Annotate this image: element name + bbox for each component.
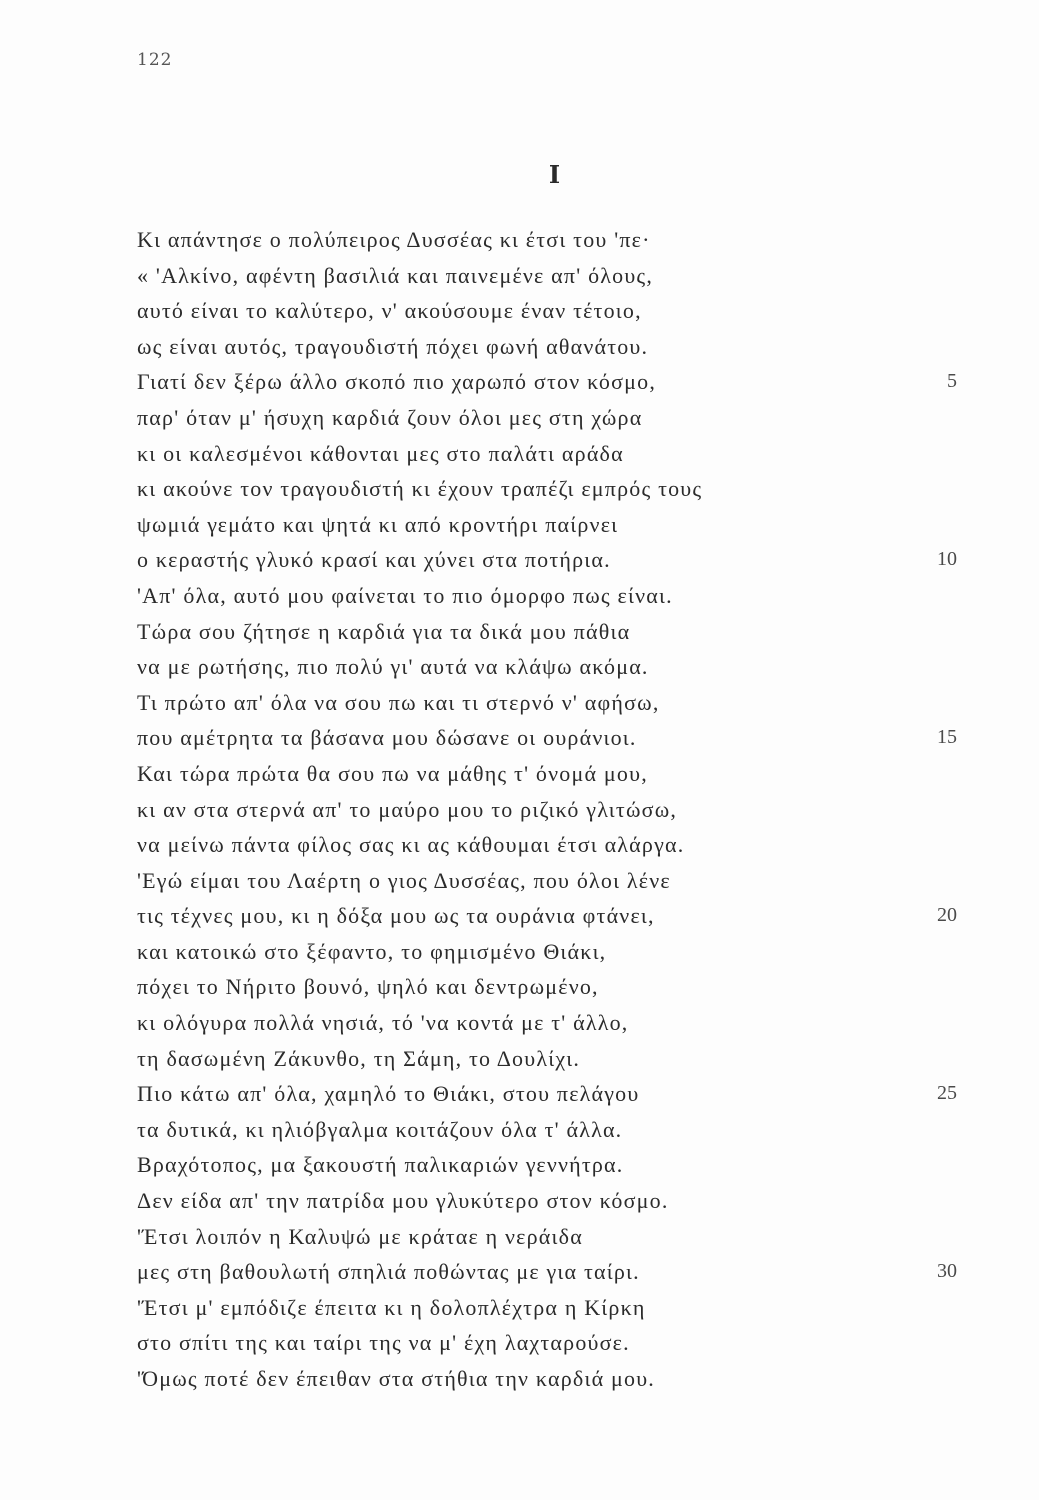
verse-text: Γιατί δεν ξέρω άλλο σκοπό πιο χαρωπό στον κόσμο, bbox=[137, 369, 657, 395]
verse-line bbox=[137, 578, 957, 614]
verse-text: παρ' όταν μ' ήσυχη καρδιά ζουν όλοι μες στη χώρα bbox=[137, 404, 643, 430]
page-number: 122 bbox=[137, 50, 173, 70]
verse-text: Πιο κάτω απ' όλα, χαμηλό το Θιάκι, στου πελάγου bbox=[137, 1081, 640, 1107]
verse-line bbox=[137, 258, 957, 294]
verse-text: Τώρα σου ζήτησε η καρδιά για τα δικά μου πάθια bbox=[137, 618, 631, 644]
verse-line bbox=[137, 1254, 957, 1290]
verse-text: κι ολόγυρα πολλά νησιά, τό 'να κοντά με τ' άλλο, bbox=[137, 1010, 629, 1036]
line-number: 15 bbox=[937, 726, 957, 749]
verse-line bbox=[137, 293, 957, 329]
verse-text: να με ρωτήσης, πιο πολύ γι' αυτά να κλάψω ακόμα. bbox=[137, 654, 649, 680]
verse-line bbox=[137, 898, 957, 934]
verse-text: να μείνω πάντα φίλος σας κι ας κάθουμαι έτσι αλάργα. bbox=[137, 832, 685, 858]
line-number: 5 bbox=[947, 370, 957, 393]
verse-line bbox=[137, 720, 957, 756]
verse-line bbox=[137, 542, 957, 578]
verse-text: 'Έτσι μ' εμπόδιζε έπειτα κι η δολοπλέχτρα η Κίρκη bbox=[137, 1294, 646, 1320]
verse-text: Κι απάντησε ο πολύπειρος Δυσσέας κι έτσι του 'πε· bbox=[137, 227, 651, 252]
verse-text: 'Εγώ είμαι του Λαέρτη ο γιος Δυσσέας, που όλοι λένε bbox=[137, 867, 671, 893]
verse-text: Δεν είδα απ' την πατρίδα μου γλυκύτερο στον κόσμο. bbox=[137, 1188, 669, 1214]
verse-text: και κατοικώ στο ξέφαντο, το φημισμένο Θιάκι, bbox=[137, 938, 607, 964]
verse-line bbox=[137, 1183, 957, 1219]
verse-line bbox=[137, 649, 957, 685]
verse-text: τη δασωμένη Ζάκυνθο, τη Σάμη, το Δουλίχι. bbox=[137, 1045, 581, 1071]
verse-text: που αμέτρητα τα βάσανα μου δώσανε οι ουράνιοι. bbox=[137, 725, 637, 751]
verse-line bbox=[137, 436, 957, 472]
verse-line bbox=[137, 934, 957, 970]
verse-line bbox=[137, 827, 957, 863]
line-number: 30 bbox=[937, 1260, 957, 1283]
verse-text: « 'Αλκίνο, αφέντη βασιλιά και παινεμένε απ' όλους, bbox=[137, 262, 654, 288]
verse-line bbox=[137, 1041, 957, 1077]
verse-line bbox=[137, 863, 957, 899]
verse-line bbox=[137, 222, 957, 258]
verse-text: 'Απ' όλα, αυτό μου φαίνεται το πιο όμορφο πως είναι. bbox=[137, 582, 673, 608]
verse-text: αυτό είναι το καλύτερο, ν' ακούσουμε έναν τέτοιο, bbox=[137, 298, 642, 324]
poem-text bbox=[137, 222, 957, 1397]
verse-line bbox=[137, 969, 957, 1005]
verse-line bbox=[137, 1147, 957, 1183]
line-number: 25 bbox=[937, 1082, 957, 1105]
verse-text: 'Έτσι λοιπόν η Καλυψώ με κράταε η νεράιδα bbox=[137, 1223, 583, 1249]
verse-text: μες στη βαθουλωτή σπηλιά ποθώντας με για ταίρι. bbox=[137, 1259, 640, 1285]
verse-text: πόχει το Νήριτο βουνό, ψηλό και δεντρωμένο, bbox=[137, 974, 599, 1000]
verse-line bbox=[137, 792, 957, 828]
verse-line bbox=[137, 1005, 957, 1041]
verse-line bbox=[137, 329, 957, 365]
verse-line bbox=[137, 756, 957, 792]
verse-line bbox=[137, 400, 957, 436]
verse-text: Τι πρώτο απ' όλα να σου πω και τι στερνό ν' αφήσω, bbox=[137, 689, 660, 715]
verse-line bbox=[137, 1219, 957, 1255]
verse-text: ψωμιά γεμάτο και ψητά κι από κροντήρι παίρνει bbox=[137, 511, 619, 537]
verse-line bbox=[137, 1325, 957, 1361]
book-heading: I bbox=[548, 160, 561, 189]
verse-line bbox=[137, 614, 957, 650]
verse-text: Και τώρα πρώτα θα σου πω να μάθης τ' όνομά μου, bbox=[137, 760, 648, 786]
line-number: 20 bbox=[937, 904, 957, 927]
verse-text: τις τέχνες μου, κι η δόξα μου ως τα ουράνια φτάνει, bbox=[137, 903, 655, 929]
verse-text: στο σπίτι της και ταίρι της να μ' έχη λαχταρούσε. bbox=[137, 1330, 630, 1356]
verse-line bbox=[137, 507, 957, 543]
verse-text: τα δυτικά, κι ηλιόβγαλμα κοιτάζουν όλα τ' άλλα. bbox=[137, 1116, 623, 1142]
verse-line bbox=[137, 364, 957, 400]
verse-line bbox=[137, 1290, 957, 1326]
verse-line bbox=[137, 685, 957, 721]
verse-line bbox=[137, 1112, 957, 1148]
verse-line bbox=[137, 1361, 957, 1397]
verse-line bbox=[137, 1076, 957, 1112]
verse-text: κι οι καλεσμένοι κάθονται μες στο παλάτι αράδα bbox=[137, 440, 624, 466]
verse-text: 'Όμως ποτέ δεν έπειθαν στα στήθια την καρδιά μου. bbox=[137, 1366, 655, 1391]
verse-text: ο κεραστής γλυκό κρασί και χύνει στα ποτήρια. bbox=[137, 547, 611, 573]
verse-text: ως είναι αυτός, τραγουδιστή πόχει φωνή αθανάτου. bbox=[137, 333, 649, 359]
verse-line bbox=[137, 471, 957, 507]
verse-text: κι αν στα στερνά απ' το μαύρο μου το ριζικό γλιτώσω, bbox=[137, 796, 678, 822]
line-number: 10 bbox=[937, 548, 957, 571]
verse-text: Βραχότοπος, μα ξακουστή παλικαριών γεννήτρα. bbox=[137, 1152, 624, 1178]
verse-text: κι ακούνε τον τραγουδιστή κι έχουν τραπέζι εμπρός τους bbox=[137, 476, 703, 502]
